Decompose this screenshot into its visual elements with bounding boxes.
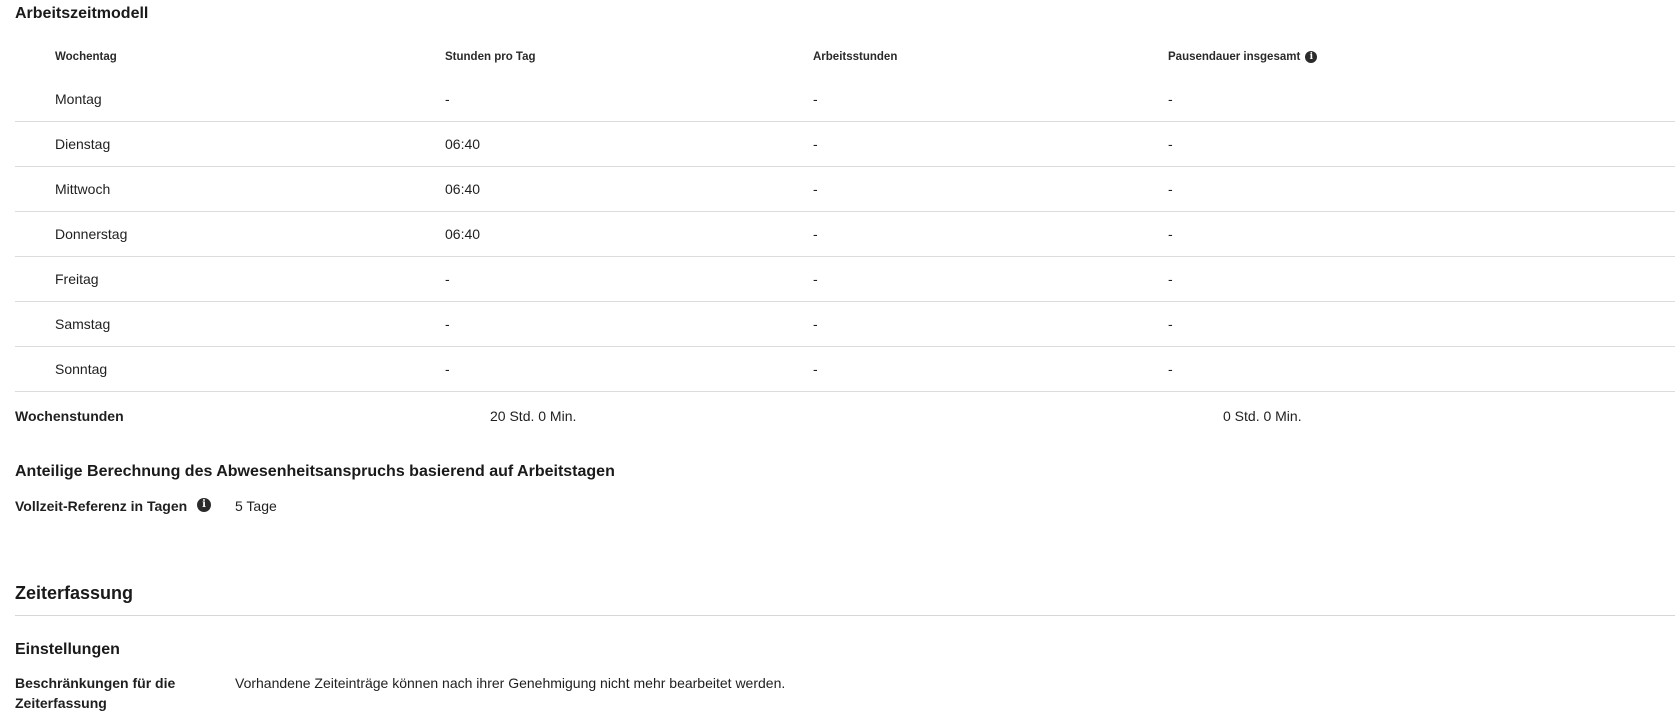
cell-wochentag: Donnerstag <box>55 226 128 242</box>
cell-arbeitsstunden: - <box>813 361 818 377</box>
table-row <box>15 212 1675 257</box>
column-header-arbeitsstunden: Arbeitsstunden <box>813 51 898 63</box>
section-title-arbeitszeitmodell: Arbeitszeitmodell <box>15 5 149 22</box>
cell-pausendauer: - <box>1168 181 1173 197</box>
cell-pausendauer: - <box>1168 91 1173 107</box>
wochenstunden-summary <box>15 408 1675 432</box>
info-icon[interactable]: i <box>197 498 211 512</box>
cell-arbeitsstunden: - <box>813 136 818 152</box>
cell-wochentag: Freitag <box>55 271 99 287</box>
cell-pausendauer: - <box>1168 271 1173 287</box>
cell-wochentag: Mittwoch <box>55 181 111 197</box>
cell-wochentag: Dienstag <box>55 136 111 152</box>
table-row <box>15 167 1675 212</box>
wochenstunden-hours-total: 20 Std. 0 Min. <box>490 408 577 424</box>
column-header-pausendauer-label: Pausendauer insgesamt <box>1168 51 1301 63</box>
cell-stunden-pro-tag: - <box>445 361 450 377</box>
cell-pausendauer: - <box>1168 361 1173 377</box>
cell-stunden-pro-tag: - <box>445 271 450 287</box>
cell-stunden-pro-tag: - <box>445 316 450 332</box>
cell-wochentag: Montag <box>55 91 102 107</box>
cell-stunden-pro-tag: 06:40 <box>445 136 481 152</box>
section-title-anteilige-berechnung: Anteilige Berechnung des Abwesenheitsanspruchs basierend auf Arbeitstagen <box>15 463 615 480</box>
column-header-pausendauer <box>1168 37 1317 77</box>
cell-arbeitsstunden: - <box>813 226 818 242</box>
beschraenkungen-value: Vorhandene Zeiteinträge können nach ihrer Genehmigung nicht mehr bearbeitet werden. <box>235 675 786 691</box>
table-row <box>15 77 1675 122</box>
cell-arbeitsstunden: - <box>813 91 818 107</box>
cell-wochentag: Sonntag <box>55 361 108 377</box>
table-row <box>15 122 1675 167</box>
table-row <box>15 257 1675 302</box>
table-row <box>15 302 1675 347</box>
vollzeit-referenz-label: Vollzeit-Referenz in Tagen <box>15 498 188 514</box>
info-icon[interactable]: i <box>1305 51 1317 63</box>
section-title-zeiterfassung: Zeiterfassung <box>15 583 134 603</box>
subsection-title-einstellungen: Einstellungen <box>15 641 120 658</box>
cell-pausendauer: - <box>1168 226 1173 242</box>
cell-arbeitsstunden: - <box>813 271 818 287</box>
cell-wochentag: Samstag <box>55 316 111 332</box>
cell-pausendauer: - <box>1168 136 1173 152</box>
wochenstunden-label: Wochenstunden <box>15 408 124 424</box>
section-divider <box>15 615 1675 616</box>
column-header-wochentag: Wochentag <box>55 51 117 63</box>
beschraenkungen-label: Beschränkungen für die Zeiterfassung <box>15 675 176 711</box>
cell-arbeitsstunden: - <box>813 181 818 197</box>
column-header-stunden-pro-tag: Stunden pro Tag <box>445 51 536 63</box>
table-row <box>15 347 1675 392</box>
cell-arbeitsstunden: - <box>813 316 818 332</box>
wochenstunden-pause-total: 0 Std. 0 Min. <box>1223 408 1302 424</box>
cell-stunden-pro-tag: - <box>445 91 450 107</box>
cell-stunden-pro-tag: 06:40 <box>445 226 481 242</box>
cell-stunden-pro-tag: 06:40 <box>445 181 481 197</box>
table-header-row <box>15 37 1675 77</box>
cell-pausendauer: - <box>1168 316 1173 332</box>
vollzeit-referenz-value: 5 Tage <box>235 498 277 514</box>
